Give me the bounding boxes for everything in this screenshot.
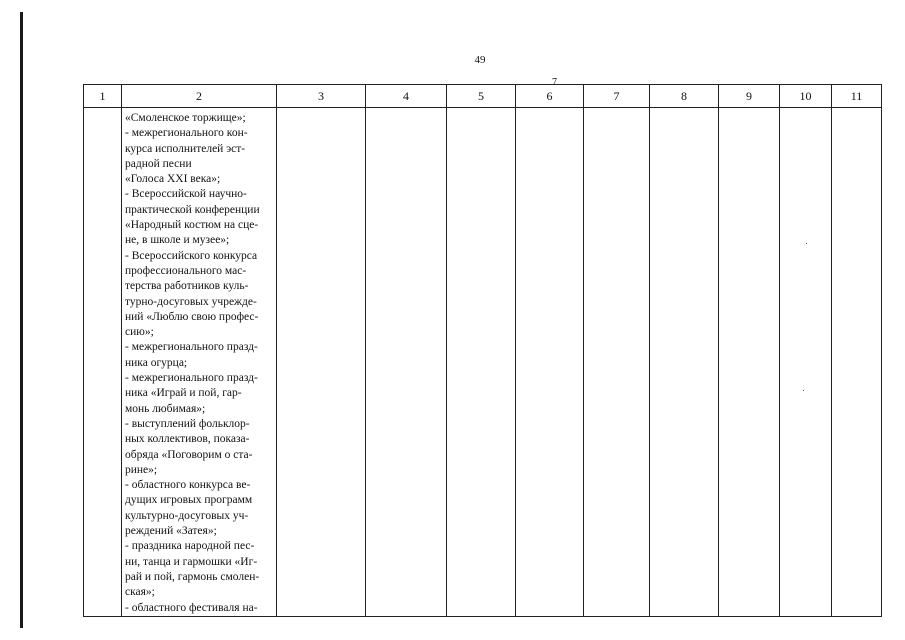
cell-col-9 (719, 108, 780, 617)
stray-handwritten-mark: 7 (552, 77, 557, 88)
text-line: дущих игровых программ (125, 494, 253, 507)
cell-col-11 (832, 108, 882, 617)
cell-col-5 (447, 108, 516, 617)
text-line: терства работников куль- (125, 280, 249, 293)
cell-col-1 (84, 108, 122, 617)
text-line: монь любимая»; (125, 402, 206, 415)
text-line: - областного фестиваля на- (125, 601, 258, 614)
text-line: «Народный костюм на сце- (125, 219, 259, 232)
header-cell-4: 4 (366, 85, 447, 108)
text-line: реждений «Затея»; (125, 525, 217, 538)
cell-col-8 (650, 108, 719, 617)
cell-col-7 (584, 108, 650, 617)
text-line: турно-досуговых учрежде- (125, 295, 257, 308)
cell-col-6 (516, 108, 584, 617)
text-line: - праздника народной пес- (125, 540, 255, 553)
text-line: ний «Люблю свою профес- (125, 310, 259, 323)
text-line: курса исполнителей эст- (125, 142, 246, 155)
text-line: - областного конкурса ве- (125, 479, 251, 492)
header-cell-9: 9 (719, 85, 780, 108)
table-header-row (84, 85, 882, 108)
text-line: ника «Играй и пой, гар- (125, 387, 242, 400)
cell-col-4 (366, 108, 447, 617)
text-line: сию»; (125, 326, 154, 339)
header-cell-6: 6 (516, 85, 584, 108)
text-line: практической конференции (125, 203, 260, 216)
text-line: ника огурца; (125, 356, 188, 369)
text-line: - межрегионального празд- (125, 372, 258, 385)
header-cell-7: 7 (584, 85, 650, 108)
text-line: ных коллективов, показа- (125, 433, 250, 446)
cell-col-10 (780, 108, 832, 617)
header-cell-2: 2 (122, 85, 277, 108)
header-cell-5: 5 (447, 85, 516, 108)
text-line: радной песни (125, 157, 192, 170)
text-line: рай и пой, гармонь смолен- (125, 570, 260, 583)
text-line: «Смоленское торжище»; (125, 112, 246, 124)
text-line: - межрегионального кон- (125, 127, 248, 140)
cell-col-2-event-list (122, 108, 277, 617)
binding-edge-bar (20, 12, 23, 628)
page-number: 49 (474, 54, 486, 66)
text-line: - межрегионального празд- (125, 341, 258, 354)
text-line: обряда «Поговорим о ста- (125, 448, 253, 461)
text-line: «Голоса XXI века»; (125, 173, 221, 186)
cell-col-3 (277, 108, 366, 617)
header-cell-8: 8 (650, 85, 719, 108)
text-line: ская»; (125, 586, 155, 599)
header-cell-11: 11 (832, 85, 882, 108)
header-cell-3: 3 (277, 85, 366, 108)
text-line: - Всероссийской научно- (125, 188, 247, 201)
text-line: профессионального мас- (125, 264, 247, 277)
text-line: ни, танца и гармошки «Иг- (125, 555, 258, 568)
text-line: - Всероссийского конкурса (125, 249, 258, 262)
table-row (84, 108, 882, 617)
data-table (83, 84, 882, 617)
header-cell-10: 10 (780, 85, 832, 108)
text-line: рине»; (125, 463, 158, 476)
text-line: культурно-досуговых уч- (125, 509, 249, 522)
text-line: - выступлений фольклор- (125, 417, 250, 430)
text-line: не, в школе и музее»; (125, 234, 230, 247)
header-cell-1: 1 (84, 85, 122, 108)
